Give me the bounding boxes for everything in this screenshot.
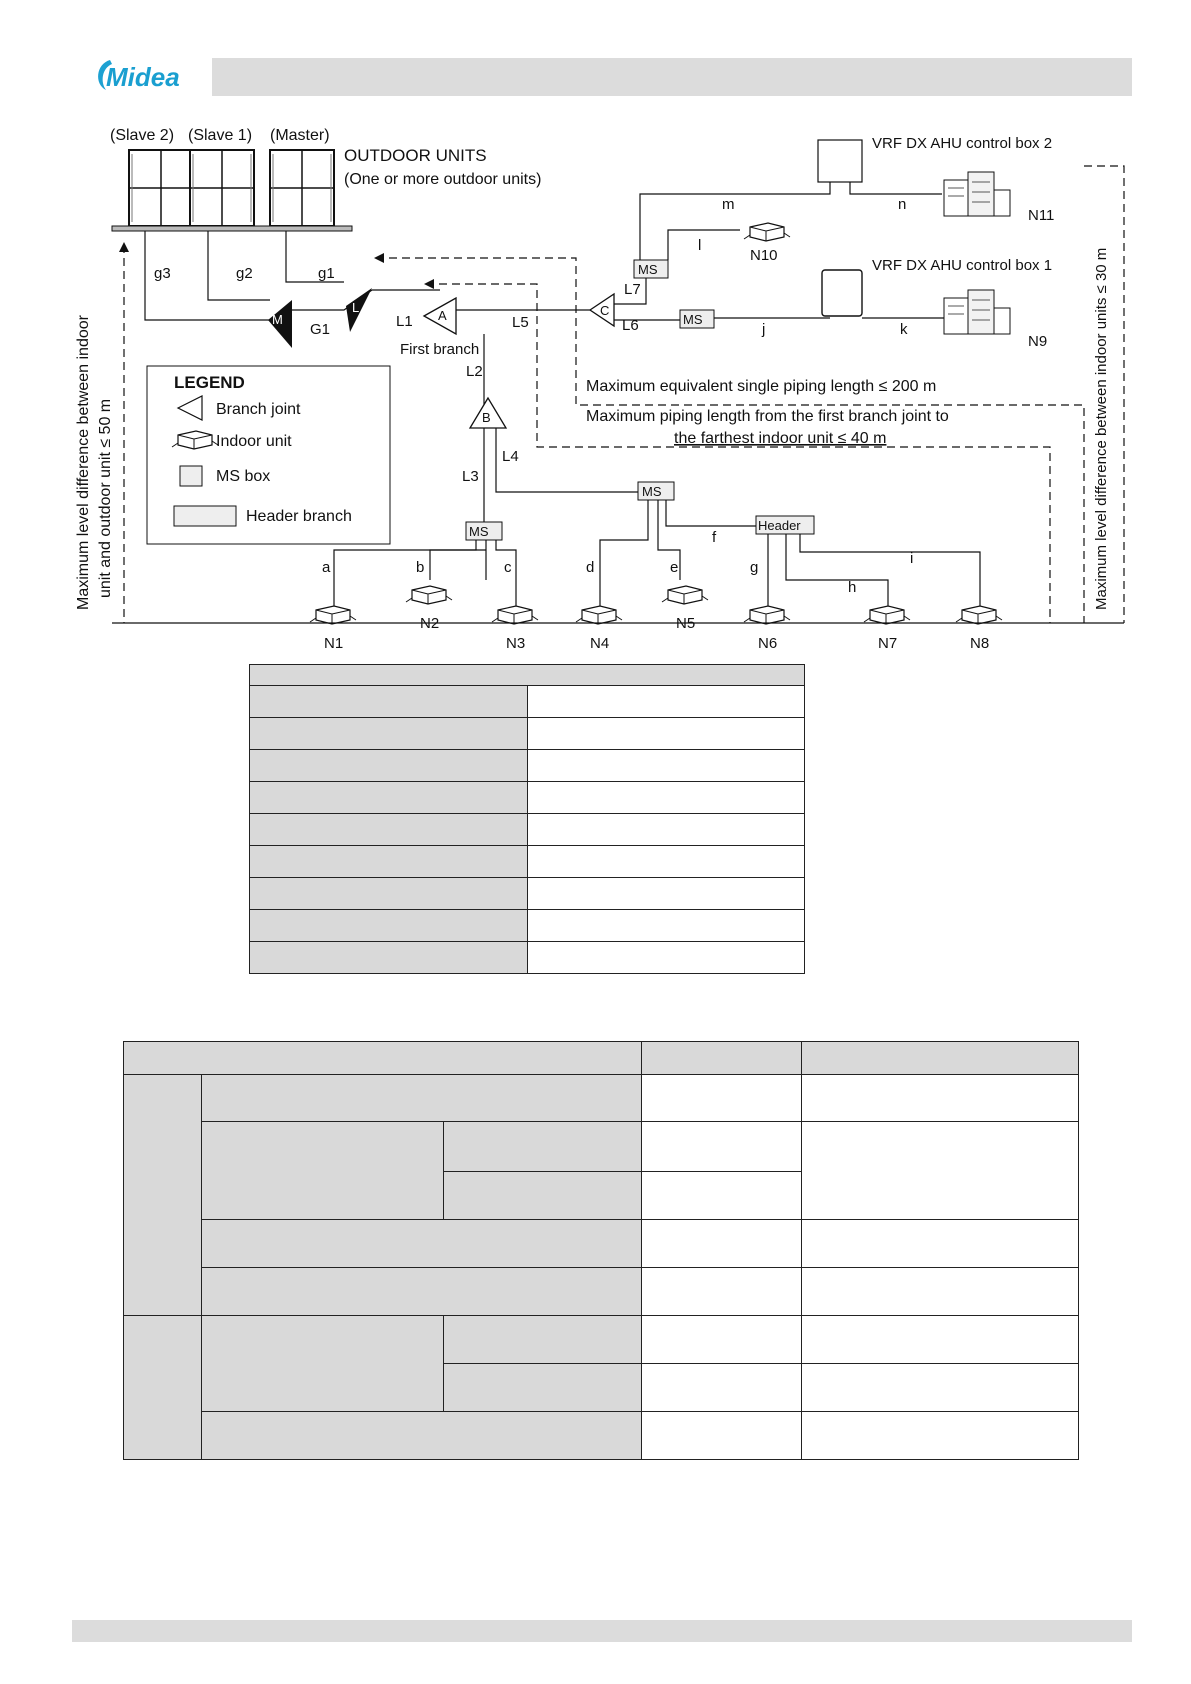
table-cell [527,814,805,846]
pipe-m: m [722,196,735,213]
joint-c-label: C [600,303,610,318]
table-cell [250,846,528,878]
table-cell [802,1364,1079,1412]
limit-equivalent-length: Maximum equivalent single piping length ≤ 200 m [586,378,937,395]
ahu-unit-n11 [944,172,1010,216]
first-branch-arrow-icon [424,279,434,289]
table-row [250,878,805,910]
legend-ms-box-icon [180,466,202,486]
table-row [124,1122,1079,1172]
table-cell [527,846,805,878]
indoor-unit-n6 [744,606,790,624]
limit-left-line2: unit and outdoor unit ≤ 50 m [97,398,114,598]
outdoor-base [112,226,352,231]
ahu-control-box-2 [818,140,862,182]
pipe-n: n [898,196,907,213]
table-row [250,910,805,942]
ms-box-l4-label: MS [642,484,662,499]
pipe-G1: G1 [310,321,331,338]
table-row [250,782,805,814]
ms-box-b-label: MS [469,524,489,539]
table-row [124,1316,1079,1364]
table-cell [527,942,805,974]
unit-n5-label: N5 [676,615,696,632]
pipe-L4: L4 [502,448,519,465]
table-row [124,1220,1079,1268]
outdoor-unit-slave2 [129,150,193,226]
table-cell [124,1042,642,1075]
table-cell [250,750,528,782]
pipe-g2: g2 [236,265,253,282]
table-cell [250,686,528,718]
table-row [250,846,805,878]
unit-n4-label: N4 [590,635,610,652]
joint-a-label: A [438,308,447,323]
indoor-unit-n5 [662,586,708,604]
table-cell [444,1172,642,1220]
table-cell [527,686,805,718]
unit-n7-label: N7 [878,635,898,652]
legend-title: LEGEND [174,373,245,392]
legend-branch-joint: Branch joint [216,401,301,418]
piping-diagram [0,120,1191,660]
pipe-h: h [848,579,857,596]
table-group-cell [124,1075,202,1316]
table-cell [527,878,805,910]
pipe-b: b [416,559,425,576]
ahu-box2-label: VRF DX AHU control box 2 [872,135,1053,152]
table-cell [527,910,805,942]
pipe-L7: L7 [624,281,641,298]
joint-l-label: L [352,300,360,315]
pipe-g1: g1 [318,265,335,282]
ms-box-l7-label: MS [638,262,658,277]
unit-n8-label: N8 [970,635,990,652]
header-bar [212,58,1132,96]
table-cell [250,910,528,942]
table-cell [642,1172,802,1220]
unit-n11-label: N11 [1028,207,1055,224]
ahu-control-box-1 [822,270,862,316]
unit-n3-label: N3 [506,635,526,652]
header-branch-box-label: Header [758,518,801,533]
limit-right: Maximum level difference between indoor units ≤ 30 m [1093,247,1110,610]
table-cell [444,1122,642,1172]
midea-logo [92,56,196,96]
table-row [250,750,805,782]
table-row [250,686,805,718]
legend-header-branch: Header branch [246,508,352,525]
legend-indoor-unit: Indoor unit [216,433,292,450]
table-cell [444,1316,642,1364]
joint-m-label: M [272,312,283,327]
table-row [250,814,805,846]
pipe-c: c [504,559,512,576]
indoor-unit-n3 [492,606,538,624]
pipe-e: e [670,559,679,576]
unit-n9-label: N9 [1028,333,1048,350]
pipe-j: j [762,321,766,338]
table-cell [250,878,528,910]
table-cell [527,782,805,814]
table-cell [202,1075,642,1122]
outdoor-units-subtitle: (One or more outdoor units) [344,171,542,188]
first-branch-label: First branch [400,341,480,358]
joint-b-label: B [482,410,491,425]
table-cell [642,1364,802,1412]
table-group-cell [124,1316,202,1460]
table-cell [642,1412,802,1460]
slave2-label: (Slave 2) [110,127,175,144]
table-cell [202,1316,444,1412]
pipe-f: f [712,529,717,546]
indoor-unit-n7 [864,606,910,624]
limit-left-line1: Maximum level difference between indoor [75,315,92,610]
table-cell [444,1364,642,1412]
master-label: (Master) [270,127,330,144]
legend-ms-box: MS box [216,468,271,485]
unit-n6-label: N6 [758,635,778,652]
pipe-i: i [910,550,914,567]
outdoor-unit-master [270,150,334,226]
logo-text: Midea [106,62,180,92]
indoor-unit-n4 [576,606,622,624]
legend-header-branch-icon [174,506,236,526]
piping-table-header [250,665,805,686]
table-cell [802,1075,1079,1122]
unit-n2-label: N2 [420,615,440,632]
table-cell [202,1220,642,1268]
pipe-g3: g3 [154,265,171,282]
pipe-a: a [322,559,331,576]
table-cell [802,1412,1079,1460]
outdoor-units-title: OUTDOOR UNITS [344,146,487,165]
table-cell [527,718,805,750]
pipe-L5: L5 [512,314,529,331]
table-row [124,1412,1079,1460]
table-cell [202,1268,642,1316]
footer-bar [72,1620,1132,1642]
pipe-L2: L2 [466,363,483,380]
piping-table [249,664,805,974]
table-cell [802,1316,1079,1364]
table-cell [250,718,528,750]
pipe-g: g [750,559,759,576]
equivalent-arrow-icon [374,253,384,263]
indoor-unit-n8 [956,606,1002,624]
table-cell [642,1075,802,1122]
pipe-l: l [698,237,702,254]
table-cell [250,782,528,814]
left-level-arrow-icon [119,242,129,252]
indoor-unit-n1 [310,606,356,624]
table-row [250,718,805,750]
pipe-k: k [900,321,908,338]
table-cell [642,1042,802,1075]
table-cell [642,1268,802,1316]
limit-first-branch-line2: the farthest indoor unit ≤ 40 m [674,430,887,447]
ahu-unit-n9 [944,290,1010,334]
pipe-L3: L3 [462,468,479,485]
unit-n10-label: N10 [750,247,778,264]
limits-table [123,1041,1079,1460]
table-cell [802,1220,1079,1268]
indoor-unit-n2 [406,586,452,604]
table-cell [802,1122,1079,1220]
ms-box-l6-label: MS [683,312,703,327]
table-cell [250,942,528,974]
table-cell [250,814,528,846]
table-cell [642,1122,802,1172]
table-cell [527,750,805,782]
pipe-d: d [586,559,595,576]
table-cell [802,1042,1079,1075]
unit-n1-label: N1 [324,635,344,652]
table-row [124,1075,1079,1122]
table-cell [202,1122,444,1220]
table-row [124,1268,1079,1316]
table-cell [642,1220,802,1268]
table-row [250,942,805,974]
limit-first-branch-line1: Maximum piping length from the first branch joint to [586,408,949,425]
indoor-unit-n10 [744,223,790,241]
table-cell [802,1268,1079,1316]
table-header-row [124,1042,1079,1075]
outdoor-unit-slave1 [190,150,254,226]
table-cell [202,1412,642,1460]
pipe-L6: L6 [622,317,639,334]
table-cell [642,1316,802,1364]
pipe-L1: L1 [396,313,413,330]
first-branch-bracket [426,284,1050,623]
ahu-box1-label: VRF DX AHU control box 1 [872,257,1053,274]
slave1-label: (Slave 1) [188,127,253,144]
